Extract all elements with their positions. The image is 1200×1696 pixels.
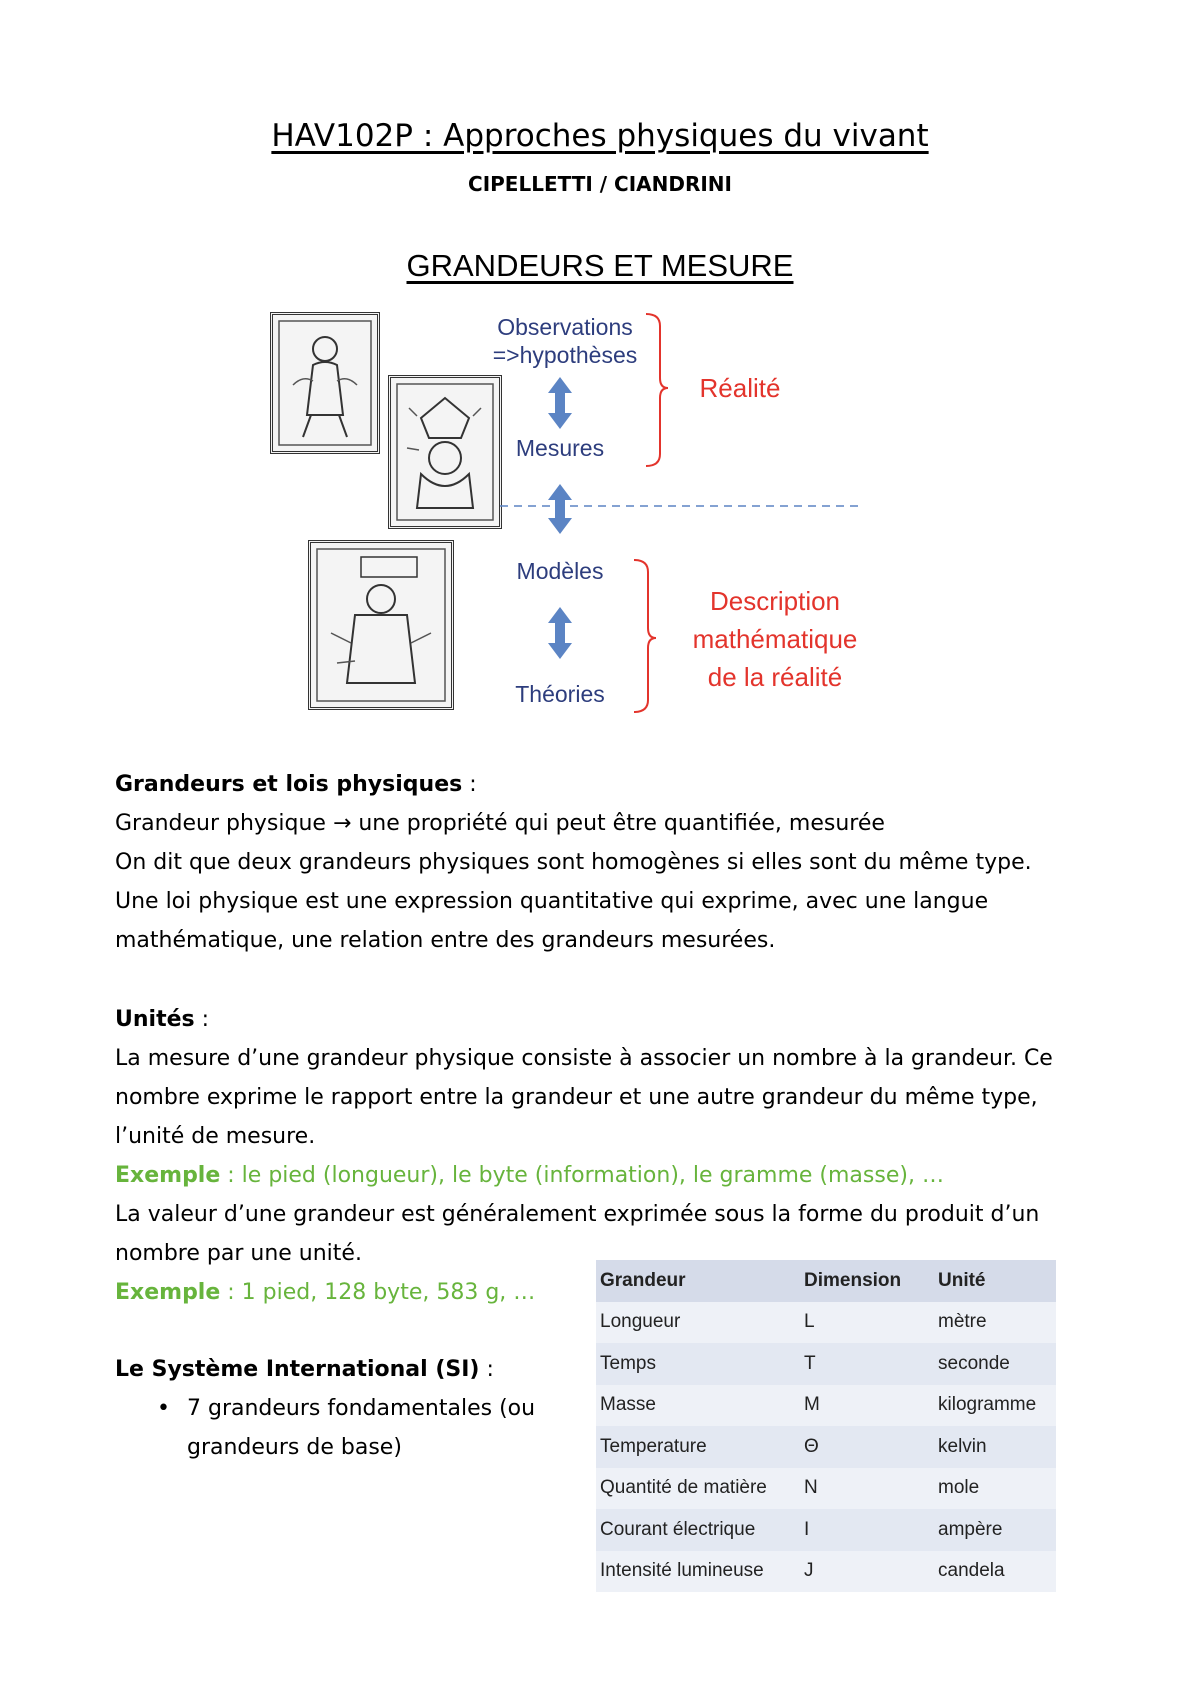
table-row xyxy=(596,1426,1056,1468)
example-label: Exemple xyxy=(115,1280,221,1305)
diagram-mesures-label: Mesures xyxy=(515,435,605,461)
table-cell: I xyxy=(800,1509,934,1551)
table-cell: T xyxy=(800,1343,934,1385)
example-text: : le pied (longueur), le byte (information), le gramme (masse), … xyxy=(220,1163,944,1188)
table-row xyxy=(596,1385,1056,1427)
heading-text: Le Système International (SI) xyxy=(115,1357,480,1382)
table-cell: Courant électrique xyxy=(596,1509,800,1551)
table-cell: mètre xyxy=(934,1302,1056,1344)
table-row xyxy=(596,1468,1056,1510)
heading-suffix: : xyxy=(194,1007,210,1032)
table-cell: kelvin xyxy=(934,1426,1056,1468)
main-title: GRANDEURS ET MESURE xyxy=(406,248,794,283)
paragraph-line: La mesure d’une grandeur physique consiste à associer un nombre à la grandeur. Ce xyxy=(115,1046,1053,1071)
table-row xyxy=(596,1302,1056,1344)
heading-text: Unités xyxy=(115,1007,195,1032)
example-text: : 1 pied, 128 byte, 583 g, … xyxy=(220,1280,536,1305)
paragraph-line: nombre par une unité. xyxy=(115,1241,362,1266)
si-table xyxy=(596,1260,1056,1592)
table-cell: Quantité de matière xyxy=(596,1468,800,1510)
table-cell: mole xyxy=(934,1468,1056,1510)
table-row xyxy=(596,1551,1056,1593)
table-cell: J xyxy=(800,1551,934,1593)
table-cell: seconde xyxy=(934,1343,1056,1385)
heading-suffix: : xyxy=(462,772,477,797)
column-header: Unité xyxy=(934,1260,1056,1302)
bullet-icon: • xyxy=(157,1396,170,1421)
column-header: Dimension xyxy=(800,1260,934,1302)
section-grandeurs xyxy=(115,765,1065,960)
paragraph-line: mathématique, une relation entre des grandeurs mesurées. xyxy=(115,928,776,953)
observations-line2: =>hypothèses xyxy=(492,342,638,368)
table-cell: Intensité lumineuse xyxy=(596,1551,800,1593)
paragraph-line: La valeur d’une grandeur est généralement exprimée sous la forme du produit d’un xyxy=(115,1202,1040,1227)
diagram-realite-label: Réalité xyxy=(699,373,781,403)
table-cell: Temperature xyxy=(596,1426,800,1468)
heading-text: Grandeurs et lois physiques xyxy=(115,772,463,797)
table-cell: ampère xyxy=(934,1509,1056,1551)
description-line3: de la réalité xyxy=(707,662,843,692)
double-arrow-icon xyxy=(548,484,572,534)
section-si-heading xyxy=(115,1350,575,1389)
section-unites-heading xyxy=(115,1000,1065,1039)
authors: CIPELLETTI / CIANDRINI xyxy=(468,172,732,196)
double-arrow-icon xyxy=(548,607,572,659)
diagram-modeles-label: Modèles xyxy=(516,558,604,584)
table-cell: Longueur xyxy=(596,1302,800,1344)
paragraph-line: nombre exprime le rapport entre la grandeur et une autre grandeur du même type, xyxy=(115,1085,1038,1110)
bracket-realite xyxy=(646,314,668,466)
table-cell: Θ xyxy=(800,1426,934,1468)
paragraph-line: Grandeur physique → une propriété qui peut être quantifiée, mesurée xyxy=(115,811,885,836)
example-line-1 xyxy=(115,1156,1065,1195)
table-row xyxy=(596,1343,1056,1385)
table-header-row xyxy=(596,1260,1056,1302)
table-row xyxy=(596,1509,1056,1551)
diagram-connectors xyxy=(0,0,1200,760)
bullet-line2: grandeurs de base) xyxy=(187,1435,402,1460)
example-label: Exemple xyxy=(115,1163,221,1188)
table-cell: candela xyxy=(934,1551,1056,1593)
table-cell: Masse xyxy=(596,1385,800,1427)
double-arrow-icon xyxy=(548,377,572,429)
description-line2: mathématique xyxy=(692,624,858,654)
bullet-line1: 7 grandeurs fondamentales (ou xyxy=(187,1396,536,1421)
diagram-theories-label: Théories xyxy=(515,681,605,707)
bracket-description xyxy=(634,560,656,712)
paragraph-line: l’unité de mesure. xyxy=(115,1124,316,1149)
section-si xyxy=(115,1350,575,1467)
table-cell: kilogramme xyxy=(934,1385,1056,1427)
observations-line1: Observations xyxy=(497,314,633,340)
heading-suffix: : xyxy=(479,1357,494,1382)
bullet-item xyxy=(115,1389,575,1467)
table-cell: Temps xyxy=(596,1343,800,1385)
paragraph-line: On dit que deux grandeurs physiques sont homogènes si elles sont du même type. xyxy=(115,850,1032,875)
course-title: HAV102P : Approches physiques du vivant xyxy=(271,118,929,154)
description-line1: Description xyxy=(709,586,841,616)
section-grandeurs-heading xyxy=(115,765,1065,804)
table-cell: N xyxy=(800,1468,934,1510)
table-cell: L xyxy=(800,1302,934,1344)
table-cell: M xyxy=(800,1385,934,1427)
paragraph-line: Une loi physique est une expression quantitative qui exprime, avec une langue xyxy=(115,889,989,914)
column-header: Grandeur xyxy=(596,1260,800,1302)
